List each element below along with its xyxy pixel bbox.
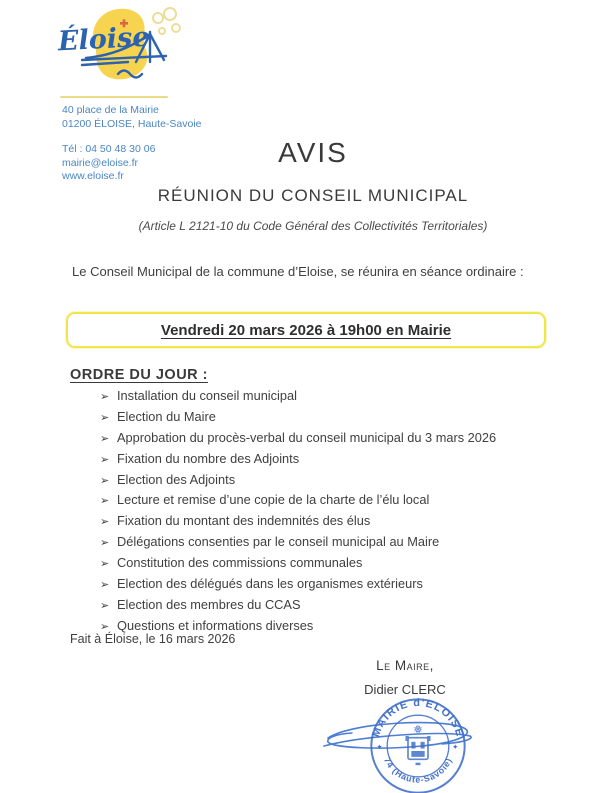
- agenda-item: [100, 555, 550, 576]
- website-line: www.eloise.fr: [62, 170, 124, 182]
- stamp-top-text: MAIRIE d'ELOISE: [370, 696, 466, 739]
- agenda-item-text: Délégations consenties par le conseil municipal au Maire: [117, 534, 440, 550]
- logo-wordmark: Éloise: [57, 21, 151, 58]
- phone-line: Tél : 04 50 48 30 06: [62, 143, 156, 155]
- handwritten-signature: [322, 708, 477, 760]
- svg-text:✦: ✦: [452, 742, 459, 752]
- arrow-bullet-icon: ➢: [100, 537, 110, 550]
- arrow-bullet-icon: ➢: [100, 453, 110, 466]
- arrow-bullet-icon: ➢: [100, 599, 110, 612]
- svg-text:✦: ✦: [376, 742, 383, 752]
- agenda-item-text: Election des membres du CCAS: [117, 596, 301, 612]
- agenda-item-text: Lecture et remise d’une copie de la charte de l’élu local: [117, 492, 430, 508]
- signature-block: [330, 658, 480, 697]
- meeting-date-text: Vendredi 20 mars 2026 à 19h00 en Mairie: [160, 321, 452, 339]
- arrow-bullet-icon: ➢: [100, 495, 110, 508]
- email-line: mairie@eloise.fr: [62, 156, 139, 169]
- signer-role: Le Maire,: [376, 658, 434, 673]
- arrow-bullet-icon: ➢: [100, 620, 110, 633]
- agenda-heading: ORDRE DU JOUR :: [70, 367, 209, 383]
- arrow-bullet-icon: ➢: [100, 391, 110, 403]
- agenda-list: [100, 388, 550, 639]
- floret-decoration: [153, 8, 180, 34]
- address-line2: 01200 ÉLOISE, Haute-Savoie: [62, 117, 202, 130]
- agenda-item: [100, 492, 550, 513]
- arrow-bullet-icon: ➢: [100, 432, 110, 445]
- agenda-item-text: Installation du conseil municipal: [117, 388, 297, 403]
- commune-logo: [58, 4, 188, 92]
- header-divider: [60, 96, 168, 98]
- stamp-bottom-text: 74 (Haute-Savoie): [381, 755, 455, 785]
- meeting-date-box: [66, 312, 546, 348]
- agenda-item: [100, 513, 550, 534]
- arrow-bullet-icon: ➢: [100, 579, 110, 592]
- agenda-item-text: Approbation du procès-verbal du conseil municipal du 3 mars 2026: [117, 429, 497, 445]
- article-reference: (Article L 2121-10 du Code Général des Collectivités Territoriales): [138, 219, 488, 233]
- agenda-item: [100, 576, 550, 597]
- arrow-bullet-icon: ➢: [100, 474, 110, 487]
- agenda-item: [100, 472, 550, 493]
- arrow-bullet-icon: ➢: [100, 411, 110, 424]
- agenda-item-text: Fixation du nombre des Adjoints: [117, 450, 300, 466]
- arrow-bullet-icon: ➢: [100, 558, 110, 571]
- agenda-item-text: Election du Maire: [117, 408, 216, 424]
- agenda-item: [100, 409, 550, 430]
- notice-subtitle: RÉUNION DU CONSEIL MUNICIPAL: [157, 186, 469, 205]
- agenda-item: [100, 534, 550, 555]
- agenda-item: [100, 597, 550, 618]
- agenda-item-text: Election des Adjoints: [117, 471, 236, 487]
- agenda-item: [100, 388, 550, 409]
- svg-text:74 (Haute-Savoie): [382, 756, 454, 785]
- agenda-item: [100, 430, 550, 451]
- svg-text:❅: ❅: [413, 722, 423, 737]
- arrow-bullet-icon: ➢: [100, 516, 110, 529]
- notice-title: AVIS: [278, 137, 348, 168]
- address-line1: 40 place de la Mairie: [62, 104, 159, 116]
- agenda-item-text: Questions et informations diverses: [117, 617, 314, 633]
- agenda-item: [100, 451, 550, 472]
- intro-paragraph: Le Conseil Municipal de la commune d’Eloise, se réunira en séance ordinaire :: [72, 264, 524, 279]
- agenda-item-text: Fixation du montant des indemnités des élus: [117, 513, 371, 529]
- signer-name: Didier CLERC: [364, 682, 446, 697]
- agenda-item-text: Election des délégués dans les organismes extérieurs: [117, 576, 423, 592]
- address-block: [62, 104, 202, 131]
- agenda-item-text: Constitution des commissions communales: [117, 555, 363, 571]
- closing-line: Fait à Éloise, le 16 mars 2026: [70, 632, 236, 646]
